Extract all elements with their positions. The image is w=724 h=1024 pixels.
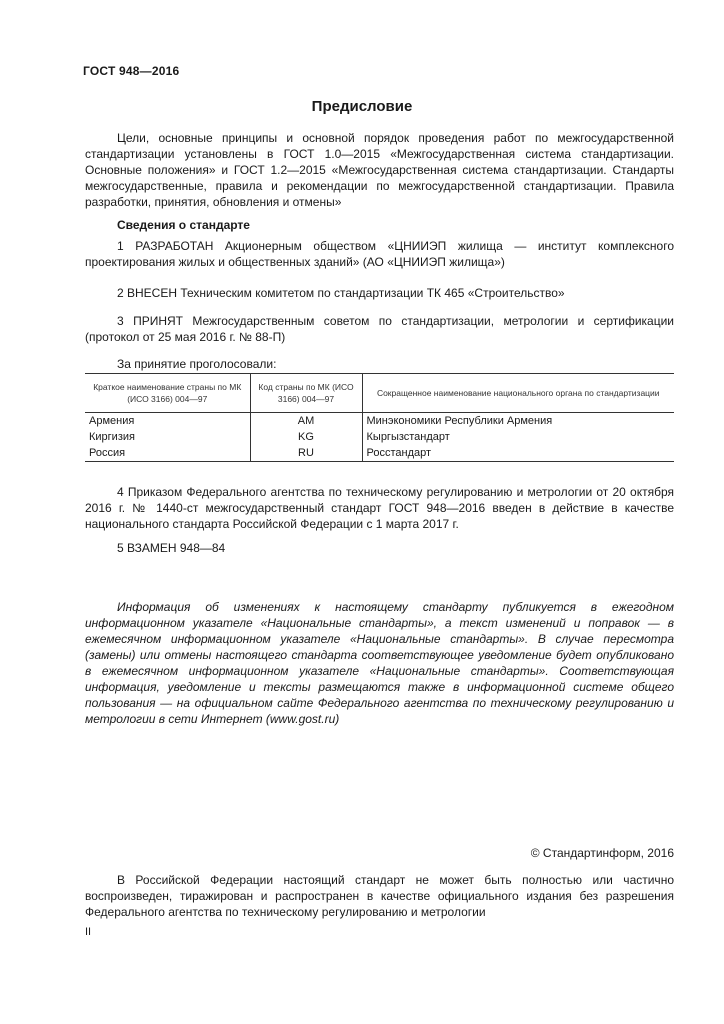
changes-notice: Информация об изменениях к настоящему стандарту публикуется в ежегодном информационном указателе «Национальные стандарты», а текст изменений и поправок — в ежемесячном информационном указателе «Национальные стандарты». В случае пересмотра (замены) или отмены настоящего стандарта соответствующее уведомление будет опубликовано в ежемесячном информационном указателе «Национальные стандарты». Соответствующая информация, уведомление и тексты размещаются также в информационной системе общего пользования — на официальном сайте Федерального агентства по техническому регулированию и метрологии в сети Интернет (www.gost.ru) (85, 600, 674, 726)
vote-label: За принятие проголосовали: (117, 357, 277, 371)
copyright: © Стандартинформ, 2016 (530, 846, 674, 860)
reproduction-notice: В Российской Федерации настоящий стандарт не может быть полностью или частично воспроизведен, тиражирован и распространен в качестве официального издания без разрешения Федерального агентства по техническому регулированию и метрологии (85, 873, 674, 919)
table-cell-code: AM (250, 413, 362, 430)
table-cell-body: Минэкономики Республики Армения (366, 415, 553, 427)
table-cell-country: Россия (85, 445, 250, 462)
info-heading: Сведения о стандарте (117, 218, 250, 232)
table-cell-country: Армения (89, 415, 135, 427)
table-header-country: Краткое наименование страны по МК (ИСО 3166) 004—97 (85, 374, 250, 413)
item-developed: 1 РАЗРАБОТАН Акционерным обществом «ЦНИИЭП жилища — институт комплексного проектирования жилых и общественных зданий» (АО «ЦНИИЭП жилища») (85, 239, 674, 269)
table-row (85, 445, 674, 462)
table-cell-body: Кыргызстандарт (366, 431, 450, 443)
intro-paragraph: Цели, основные принципы и основной порядок проведения работ по межгосударственной стандартизации установлены в ГОСТ 1.0—2015 «Межгосударственная система стандартизации. Основные положения» и ГОСТ 1.2—2015 «Межгосударственная система стандартизации. Стандарты межгосударственные, правила и рекомендации по межгосударственной стандартизации. Правила разработки, принятия, обновления и отмены» (85, 131, 674, 209)
table-header-body: Сокращенное наименование национального органа по стандартизации (362, 374, 674, 413)
table-row (85, 413, 674, 430)
table-cell-country: Киргизия (89, 431, 135, 443)
table-cell-code: KG (250, 429, 362, 445)
table-cell-code: RU (250, 445, 362, 462)
item-introduced: 2 ВНЕСЕН Техническим комитетом по стандартизации ТК 465 «Строительство» (117, 286, 565, 300)
table-header-row (85, 374, 674, 413)
table-row (85, 429, 674, 445)
page-title: Предисловие (311, 98, 413, 115)
vote-table (85, 373, 674, 462)
item-enacted: 4 Приказом Федерального агентства по техническому регулированию и метрологии от 20 октября 2016 г. № 1440-ст межгосударственный стандарт ГОСТ 948—2016 введен в действие в качестве национального стандарта Российской Федерации с 1 марта 2017 г. (85, 485, 674, 531)
table-cell-body: Росстандарт (362, 445, 674, 462)
item-replaces: 5 ВЗАМЕН 948—84 (117, 541, 226, 555)
item-adopted: 3 ПРИНЯТ Межгосударственным советом по стандартизации, метрологии и сертификации (протокол от 25 мая 2016 г. № 88-П) (85, 314, 674, 344)
table-header-code: Код страны по МК (ИСО 3166) 004—97 (250, 374, 362, 413)
page-number: II (85, 926, 92, 938)
standard-code: ГОСТ 948—2016 (83, 64, 180, 78)
